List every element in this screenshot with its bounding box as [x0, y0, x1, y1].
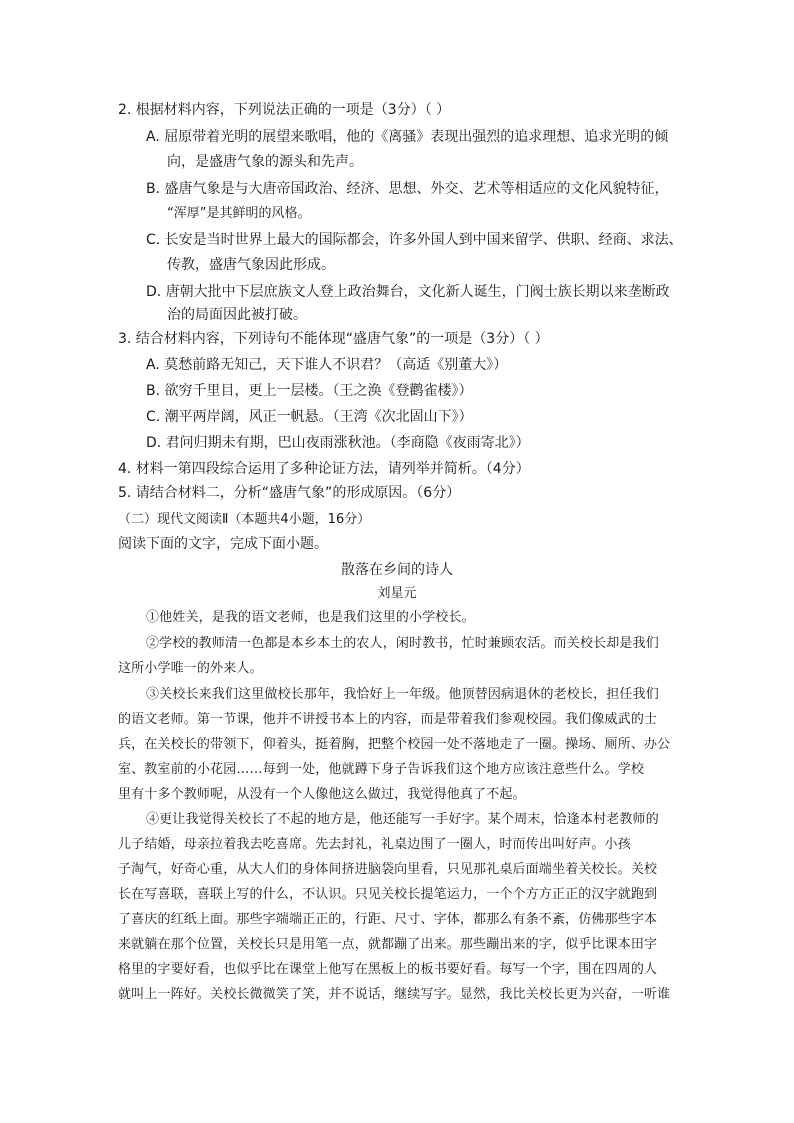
- paragraph-3-line2: 的语文老师。第一节课，他并不讲授书本上的内容，而是带着我们参观校园。我们像威武的士: [118, 712, 658, 727]
- paragraph-3-line4: 室、教室前的小花园……每到一处，他就蹲下身子告诉我们这个地方应该注意些什么。学校: [118, 762, 645, 777]
- q2-option-d-line2: 治的局面因此被打破。: [167, 307, 307, 323]
- q2-option-a-line2: 向，是盛唐气象的源头和先声。: [167, 154, 363, 170]
- section-header: （二）现代文阅读Ⅱ（本题共4小题，16分）: [118, 512, 371, 527]
- paragraph-1-line1: ①他姓关，是我的语文老师，也是我们这里的小学校长。: [146, 610, 475, 625]
- q3-stem: 3. 结合材料内容，下列诗句不能体现“盛唐气象”的一项是（3分）（ ）: [118, 331, 549, 347]
- q2-option-c-line2: 传教，盛唐气象因此形成。: [167, 257, 335, 273]
- paragraph-3-line3: 兵，在关校长的带领下，仰着头，挺着胸，把整个校园一处不落地走了一圈。操场、厕所、办公: [118, 737, 671, 752]
- reading-instruction: 阅读下面的文字，完成下面小题。: [118, 536, 328, 552]
- q3-option-d: D. 君问归期未有期，巴山夜雨涨秋池。（李商隐《夜雨寄北》）: [146, 435, 530, 451]
- paragraph-3-line1: ③关校长来我们这里做校长那年，我恰好上一年级。他顶替因病退休的老校长，担任我们: [146, 687, 659, 702]
- q2-option-d-line1: D. 唐朝大批中下层庶族文人登上政治舞台，文化新人诞生，门阀士族长期以来垄断政: [146, 284, 670, 300]
- q2-option-a-line1: A. 屈原带着光明的展望来歌唱，他的《离骚》表现出强烈的追求理想、追求光明的倾: [146, 129, 669, 145]
- paragraph-4-line3: 子淘气，好奇心重，从大人们的身体间挤进脑袋向里看，只见那礼桌后面端坐着关校长。关校: [118, 862, 658, 877]
- q2-option-b-line1: B. 盛唐气象是与大唐帝国政治、经济、思想、外交、艺术等相适应的文化风貌特征，: [146, 181, 669, 197]
- paragraph-2-line2: 这所小学唯一的外来人。: [118, 661, 263, 676]
- paragraph-4-line8: 就叫上一阵好。关校长微微笑了笑，并不说话，继续写字。显然，我比关校长更为兴奋，一听谁: [118, 987, 671, 1002]
- article-title: 散落在乡间的诗人: [341, 562, 453, 578]
- q2-option-b-line2: “浑厚”是其鲜明的风格。: [167, 206, 311, 221]
- q2-option-c-line1: C. 长安是当时世界上最大的国际都会，许多外国人到中国来留学、供职、经商、求法、: [146, 232, 683, 248]
- q3-option-b: B. 欲穷千里目，更上一层楼。（王之涣《登鹳雀楼》）: [146, 383, 473, 399]
- paragraph-2-line1: ②学校的教师清一色都是本乡本土的农人，闲时教书，忙时兼顾农活。而关校长却是我们: [146, 636, 659, 651]
- paragraph-4-line4: 长在写喜联，喜联上写的什么，不认识。只见关校长提笔运力，一个个方方正正的汉字就跑到: [118, 887, 658, 902]
- q2-stem: 2. 根据材料内容，下列说法正确的一项是（3分）（ ）: [118, 102, 451, 118]
- paragraph-4-line5: 了喜庆的红纸上面。那些字端端正正的，行距、尺寸、字体，都那么有条不紊，仿佛那些字本: [118, 912, 658, 927]
- paragraph-4-line7: 格里的字要好看，也似乎比在课堂上他写在黑板上的板书要好看。每写一个字，围在四周的人: [118, 962, 658, 977]
- q3-option-c: C. 潮平两岸阔，风正一帆悬。（王湾《次北固山下》）: [146, 409, 473, 425]
- q4-stem: 4. 材料一第四段综合运用了多种论证方法，请列举并简析。（4分）: [118, 461, 530, 477]
- paragraph-4-line2: 儿子结婚，母亲拉着我去吃喜席。先去封礼，礼桌边围了一圈人，时而传出叫好声。小孩: [118, 837, 631, 852]
- q3-option-a: A. 莫愁前路无知己，天下谁人不识君？（高适《别董大》）: [146, 357, 508, 373]
- paragraph-4-line1: ④更让我觉得关校长了不起的地方是，他还能写一手好字。某个周末，恰逢本村老教师的: [146, 812, 659, 827]
- article-author: 刘星元: [377, 586, 417, 601]
- q5-stem: 5. 请结合材料二，分析“盛唐气象”的形成原因。（6分）: [118, 485, 461, 501]
- paragraph-3-line5: 里有十多个教师呢，从没有一个人像他这么做过，我觉得他真了不起。: [118, 787, 526, 802]
- paragraph-4-line6: 来就躺在那个位置，关校长只是用笔一点，就都蹦了出来。那些蹦出来的字，似乎比课本田字: [118, 937, 658, 952]
